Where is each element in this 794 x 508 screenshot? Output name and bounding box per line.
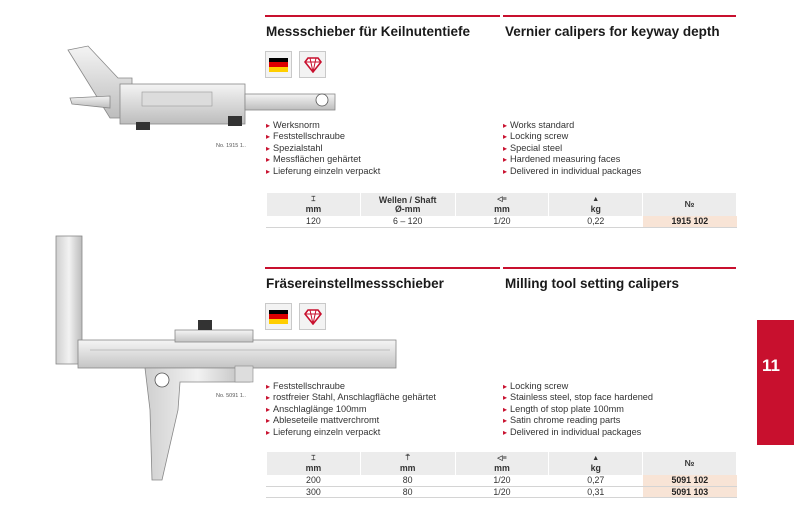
features-de-1 <box>266 120 380 177</box>
part-no-2: No. 5091 1.. <box>216 393 246 399</box>
cell-resolution: 1/20 <box>455 216 549 227</box>
feature-item: ▸ Feststellschraube <box>266 381 436 392</box>
weight-icon: ▲ <box>592 454 600 462</box>
cell-article-no: 5091 103 <box>643 486 737 497</box>
cell-weight: 0,31 <box>549 486 643 497</box>
col-article-header: № <box>643 193 737 216</box>
cell-stop-length: 80 <box>360 475 455 486</box>
cell-range: 300 <box>267 486 361 497</box>
divider-top-de <box>265 15 500 17</box>
feature-item: ▸ Anschlaglänge 100mm <box>266 404 436 415</box>
stop-length-icon: ⍑ <box>405 454 410 462</box>
title-en-2: Milling tool setting calipers <box>505 276 680 291</box>
feature-item: ▸ Messflächen gehärtet <box>266 154 380 165</box>
feature-item: ▸ Locking screw <box>503 131 641 142</box>
feature-item: ▸ Spezialstahl <box>266 143 380 154</box>
features-en-2 <box>503 381 653 438</box>
resolution-icon: ◁≡ <box>497 195 507 203</box>
features-en-1 <box>503 120 641 177</box>
col-weight-header: ▲ kg <box>549 193 643 216</box>
cell-article-no: 5091 102 <box>643 475 737 486</box>
cell-weight: 0,22 <box>549 216 643 227</box>
table-row <box>267 486 737 497</box>
cell-resolution: 1/20 <box>455 486 549 497</box>
feature-item: ▸ Special steel <box>503 143 641 154</box>
feature-item: ▸ Length of stop plate 100mm <box>503 404 653 415</box>
col-stop-length-header: ⍑ mm <box>360 452 455 475</box>
table-row <box>267 475 737 486</box>
resolution-icon: ◁≡ <box>497 454 507 462</box>
title-en-1: Vernier calipers for keyway depth <box>505 24 720 39</box>
divider-top-en <box>503 15 736 17</box>
feature-item: ▸ Werksnorm <box>266 120 380 131</box>
cell-stop-length: 80 <box>360 486 455 497</box>
cell-range: 120 <box>267 216 361 227</box>
feature-item: ▸ Delivered in individual packages <box>503 166 641 177</box>
col-shaft-header: Wellen / Shaft Ø-mm <box>360 193 455 216</box>
feature-item: ▸ Satin chrome reading parts <box>503 415 653 426</box>
features-de-2 <box>266 381 436 438</box>
feature-item: ▸ Feststellschraube <box>266 131 380 142</box>
feature-item: ▸ Hardened measuring faces <box>503 154 641 165</box>
table-row <box>267 216 737 227</box>
ruler-icon: ⌶ <box>311 454 316 462</box>
feature-item: ▸ Works standard <box>503 120 641 131</box>
cell-weight: 0,27 <box>549 475 643 486</box>
spec-table-1 <box>266 193 737 228</box>
col-resolution-header: ◁≡ mm <box>455 452 549 475</box>
part-no-1: No. 1915 1.. <box>216 143 246 149</box>
feature-item: ▸ Ableseteile mattverchromt <box>266 415 436 426</box>
feature-item: ▸ Lieferung einzeln verpackt <box>266 166 380 177</box>
feature-item: ▸ Lieferung einzeln verpackt <box>266 427 436 438</box>
chapter-number: 11 <box>762 356 780 375</box>
ruler-icon: ⌶ <box>311 195 316 203</box>
col-range-header: ⌶ mm <box>267 193 361 216</box>
chapter-tab[interactable] <box>757 320 794 445</box>
weight-icon: ▲ <box>592 195 600 203</box>
col-article-header: № <box>643 452 737 475</box>
title-de-1: Messschieber für Keilnutentiefe <box>266 24 471 39</box>
cell-resolution: 1/20 <box>455 475 549 486</box>
col-resolution-header: ◁≡ mm <box>455 193 549 216</box>
col-weight-header: ▲ kg <box>549 452 643 475</box>
cell-range: 200 <box>267 475 361 486</box>
spec-table-2 <box>266 452 737 498</box>
feature-item: ▸ Locking screw <box>503 381 653 392</box>
cell-shaft: 6 – 120 <box>360 216 455 227</box>
divider-mid-en <box>503 267 736 269</box>
col-range-header: ⌶ mm <box>267 452 361 475</box>
feature-item: ▸ Stainless steel, stop face hardened <box>503 392 653 403</box>
title-de-2: Fräsereinstellmessschieber <box>266 276 444 291</box>
feature-item: ▸ Delivered in individual packages <box>503 427 653 438</box>
feature-item: ▸ rostfreier Stahl, Anschlagfläche gehärtet <box>266 392 436 403</box>
cell-article-no: 1915 102 <box>643 216 737 227</box>
milling-caliper-image <box>50 232 400 487</box>
